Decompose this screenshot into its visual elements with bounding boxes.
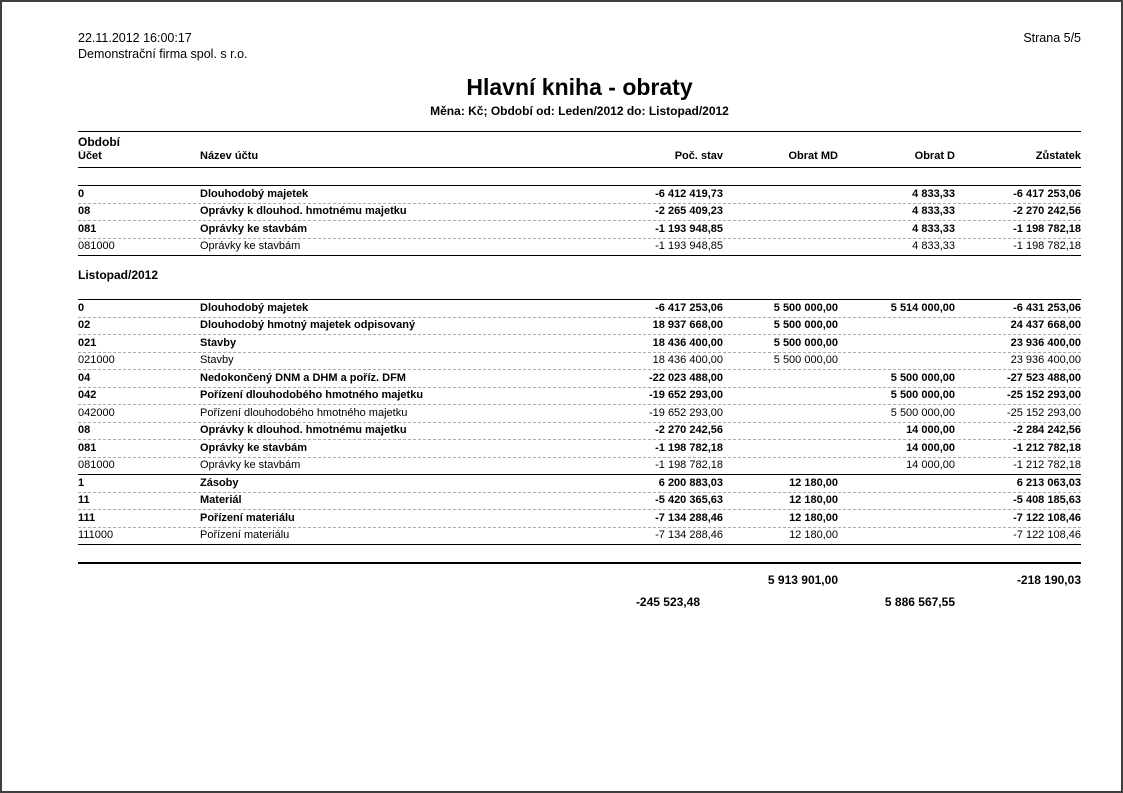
- credit-turnover-cell: 14 000,00: [906, 441, 955, 454]
- ledger-row: [78, 388, 1081, 406]
- ledger-row: [78, 528, 1081, 545]
- balance-cell: 6 213 063,03: [1016, 476, 1081, 489]
- table-body: [78, 185, 1081, 545]
- debit-turnover-cell: 12 180,00: [789, 476, 838, 489]
- name-column-header: Název účtu: [200, 150, 259, 162]
- account-group: [78, 474, 1081, 544]
- account-name-cell: Oprávky ke stavbám: [200, 240, 301, 253]
- initial-balance-cell: -2 265 409,23: [655, 205, 723, 218]
- debit-turnover-cell: 5 913 901,00: [767, 572, 838, 587]
- initial-balance-cell: -245 523,48: [635, 594, 700, 609]
- report-subtitle: Měna: Kč; Období od: Leden/2012 do: Listopad/2012: [430, 104, 729, 118]
- credit-turnover-cell: 4 833,33: [912, 222, 955, 235]
- ledger-row: [78, 300, 1081, 318]
- ledger-row: [78, 440, 1081, 458]
- account-cell: 081: [78, 222, 97, 235]
- debit-turnover-cell: 5 500 000,00: [773, 319, 838, 332]
- account-name-cell: Dlouhodobý majetek: [200, 301, 309, 314]
- credit-turnover-cell: 5 886 567,55: [884, 594, 955, 609]
- ledger-row: [78, 493, 1081, 511]
- initial-balance-cell: -1 198 782,18: [655, 441, 723, 454]
- account-cell: 111000: [78, 529, 114, 542]
- account-name-cell: Pořízení dlouhodobého hmotného majetku: [200, 406, 408, 419]
- credit-turnover-cell: 14 000,00: [906, 459, 955, 472]
- credit-turnover-cell: 4 833,33: [912, 205, 955, 218]
- balance-cell: -7 122 108,46: [1013, 529, 1081, 542]
- report-datetime: 22.11.2012 16:00:17: [78, 31, 192, 45]
- initial-balance-cell: -1 198 782,18: [655, 459, 723, 472]
- credit-turnover-cell: 5 500 000,00: [890, 406, 955, 419]
- account-name-cell: Stavby: [200, 354, 234, 367]
- ledger-row: [78, 221, 1081, 239]
- ledger-row: [78, 353, 1081, 371]
- debit-turnover-cell: 5 500 000,00: [773, 301, 838, 314]
- initial-balance-cell: 18 436 400,00: [652, 336, 723, 349]
- account-cell: 0: [78, 187, 85, 200]
- initial-balance-cell: -19 652 293,00: [648, 389, 723, 402]
- balance-cell: -6 417 253,06: [1013, 187, 1081, 200]
- ledger-row: [78, 458, 1081, 475]
- balance-cell: -1 198 782,18: [1013, 240, 1081, 253]
- initial-balance-cell: -6 417 253,06: [655, 301, 723, 314]
- account-cell: 1: [78, 476, 85, 489]
- report-header: [78, 30, 1081, 62]
- credit-turnover-cell: 14 000,00: [906, 424, 955, 437]
- initial-balance-cell: -2 270 242,56: [655, 424, 723, 437]
- account-cell: 111: [78, 511, 96, 524]
- account-name-cell: Nedokončený DNM a DHM a poříz. DFM: [200, 371, 406, 384]
- account-cell: 021000: [78, 354, 115, 367]
- account-name-cell: Pořízení materiálu: [200, 529, 290, 542]
- balance-cell: -1 212 782,18: [1013, 459, 1081, 472]
- account-cell: 11: [78, 494, 90, 507]
- period-heading: Listopad/2012: [78, 268, 159, 282]
- account-group: [78, 185, 1081, 255]
- ledger-row: [78, 335, 1081, 353]
- initial-balance-cell: 6 200 883,03: [658, 476, 723, 489]
- page-number: Strana 5/5: [1023, 31, 1081, 45]
- initial-balance-cell: -6 412 419,73: [655, 187, 723, 200]
- credit-turnover-cell: 5 500 000,00: [890, 371, 955, 384]
- balance-cell: -25 152 293,00: [1006, 389, 1081, 402]
- report-header-left: [78, 30, 248, 62]
- balance-cell: 23 936 400,00: [1010, 336, 1081, 349]
- account-name-cell: Materiál: [200, 494, 242, 507]
- ledger-row: [78, 370, 1081, 388]
- ledger-row: [78, 510, 1081, 528]
- initial-balance-cell: -5 420 365,63: [655, 494, 723, 507]
- balance-column-header: Zůstatek: [1035, 150, 1081, 162]
- account-cell: 021: [78, 336, 97, 349]
- table-header: [78, 131, 1081, 168]
- initial-balance-cell: -7 134 288,46: [655, 511, 723, 524]
- account-name-cell: Oprávky ke stavbám: [200, 222, 308, 235]
- totals-row: [78, 569, 1081, 591]
- ledger-row: [78, 405, 1081, 423]
- account-column-header: Účet: [78, 150, 102, 162]
- ledger-row: [78, 423, 1081, 441]
- initial-balance-cell: -19 652 293,00: [648, 406, 723, 419]
- account-name-cell: Zásoby: [200, 476, 239, 489]
- account-cell: 081000: [78, 459, 115, 472]
- ledger-row: [78, 239, 1081, 256]
- initial-balance-column-header: Poč. stav: [674, 150, 723, 162]
- initial-balance-cell: -22 023 488,00: [648, 371, 723, 384]
- period-column-header: Období: [78, 135, 120, 149]
- balance-cell: -1 212 782,18: [1013, 441, 1081, 454]
- balance-cell: -2 284 242,56: [1013, 424, 1081, 437]
- debit-turnover-cell: 5 500 000,00: [773, 354, 838, 367]
- totals-row: [78, 591, 1081, 613]
- account-name-cell: Oprávky k dlouhod. hmotnému majetku: [200, 424, 407, 437]
- balance-cell: -25 152 293,00: [1006, 406, 1081, 419]
- credit-turnover-cell: 5 500 000,00: [890, 389, 955, 402]
- account-name-cell: Oprávky k dlouhod. hmotnému majetku: [200, 205, 407, 218]
- credit-turnover-column-header: Obrat D: [914, 150, 955, 162]
- ledger-row: [78, 318, 1081, 336]
- account-cell: 04: [78, 371, 91, 384]
- ledger-row: [78, 475, 1081, 493]
- initial-balance-cell: -1 193 948,85: [655, 240, 723, 253]
- account-name-cell: Dlouhodobý majetek: [200, 187, 309, 200]
- account-cell: 0: [78, 301, 85, 314]
- debit-turnover-column-header: Obrat MD: [788, 150, 838, 162]
- initial-balance-cell: 18 436 400,00: [652, 354, 723, 367]
- report-content: [2, 2, 1121, 613]
- credit-turnover-cell: 4 833,33: [912, 240, 955, 253]
- credit-turnover-cell: 5 514 000,00: [890, 301, 955, 314]
- company-name: Demonstrační firma spol. s r.o.: [78, 47, 248, 61]
- balance-cell: -218 190,03: [1016, 572, 1081, 587]
- balance-cell: -1 198 782,18: [1013, 222, 1081, 235]
- period-section: [78, 299, 1081, 545]
- debit-turnover-cell: 12 180,00: [789, 511, 838, 524]
- grand-totals: [78, 562, 1081, 613]
- balance-cell: -27 523 488,00: [1006, 371, 1081, 384]
- account-cell: 081000: [78, 240, 115, 253]
- account-cell: 08: [78, 424, 91, 437]
- account-cell: 042: [78, 389, 97, 402]
- period-section: [78, 185, 1081, 256]
- balance-cell: 24 437 668,00: [1010, 319, 1081, 332]
- ledger-row: [78, 204, 1081, 222]
- credit-turnover-cell: 4 833,33: [912, 187, 955, 200]
- account-name-cell: Oprávky ke stavbám: [200, 441, 308, 454]
- ledger-table: [78, 131, 1081, 613]
- balance-cell: -5 408 185,63: [1013, 494, 1081, 507]
- balance-cell: -7 122 108,46: [1013, 511, 1081, 524]
- debit-turnover-cell: 5 500 000,00: [773, 336, 838, 349]
- account-name-cell: Pořízení materiálu: [200, 511, 295, 524]
- account-name-cell: Stavby: [200, 336, 237, 349]
- initial-balance-cell: 18 937 668,00: [652, 319, 723, 332]
- balance-cell: -2 270 242,56: [1013, 205, 1081, 218]
- account-name-cell: Pořízení dlouhodobého hmotného majetku: [200, 389, 424, 402]
- initial-balance-cell: -1 193 948,85: [655, 222, 723, 235]
- account-cell: 08: [78, 205, 91, 218]
- account-name-cell: Oprávky ke stavbám: [200, 459, 301, 472]
- account-cell: 02: [78, 319, 91, 332]
- account-name-cell: Dlouhodobý hmotný majetek odpisovaný: [200, 319, 416, 332]
- ledger-row: [78, 186, 1081, 204]
- report-title: Hlavní kniha - obraty: [466, 74, 693, 100]
- account-cell: 081: [78, 441, 97, 454]
- initial-balance-cell: -7 134 288,46: [655, 529, 723, 542]
- account-cell: 042000: [78, 406, 115, 419]
- balance-cell: 23 936 400,00: [1010, 354, 1081, 367]
- account-group: [78, 299, 1081, 474]
- debit-turnover-cell: 12 180,00: [789, 529, 838, 542]
- debit-turnover-cell: 12 180,00: [789, 494, 838, 507]
- column-headers-row: [78, 150, 1081, 163]
- balance-cell: -6 431 253,06: [1013, 301, 1081, 314]
